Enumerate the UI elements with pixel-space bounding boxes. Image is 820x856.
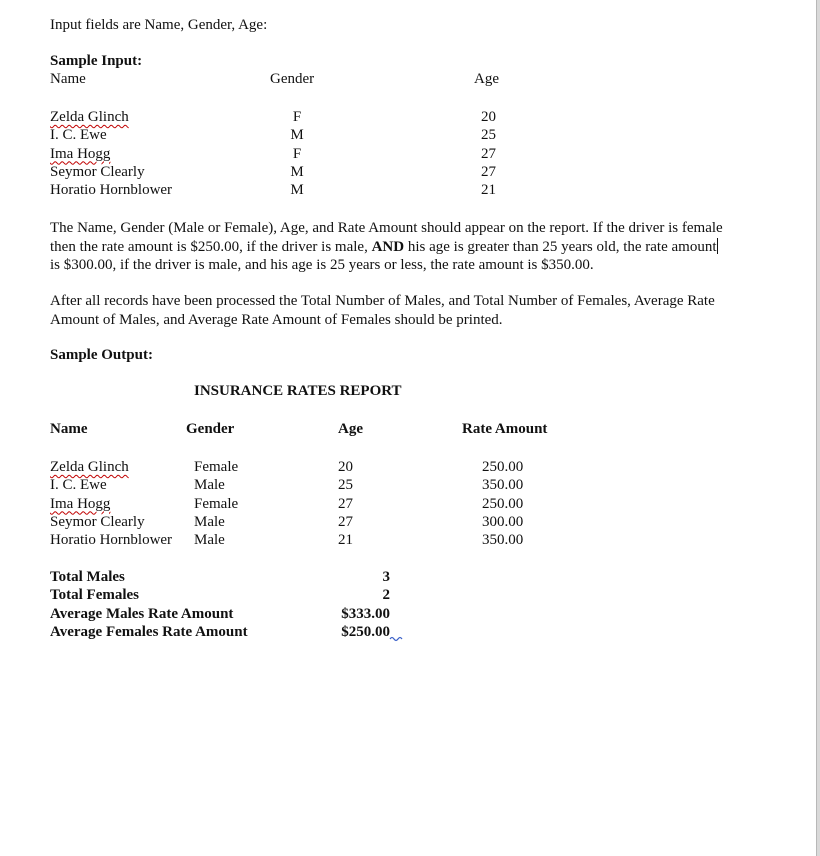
input-row-age[interactable]: 21: [481, 182, 496, 199]
intro-text[interactable]: Input fields are Name, Gender, Age:: [50, 17, 268, 33]
grammar-squiggle-icon: [389, 636, 403, 644]
total-label[interactable]: Average Females Rate Amount: [50, 623, 248, 640]
input-row-name[interactable]: Seymor Clearly: [50, 163, 145, 180]
output-header-rate[interactable]: Rate Amount: [462, 421, 548, 437]
output-row-name[interactable]: Horatio Hornblower: [50, 532, 173, 549]
output-row-name[interactable]: Ima Hogg: [50, 495, 111, 512]
totals-line: Amount of Males, and Average Rate Amount of Females should be printed.: [50, 311, 503, 328]
input-header-age[interactable]: Age: [474, 71, 499, 87]
input-age-column: [481, 108, 496, 199]
output-row-age[interactable]: 20: [338, 459, 353, 475]
sample-input-heading[interactable]: Sample Input:: [50, 53, 143, 69]
output-row-age[interactable]: 27: [338, 513, 353, 530]
input-header-name[interactable]: Name: [50, 71, 86, 87]
total-label[interactable]: Total Females: [50, 587, 140, 604]
output-row-rate[interactable]: 350.00: [482, 532, 524, 549]
output-row-age[interactable]: 21: [338, 532, 353, 549]
total-label[interactable]: Average Males Rate Amount: [50, 605, 234, 622]
output-row-gender[interactable]: Male: [194, 477, 225, 494]
output-row-gender[interactable]: Female: [194, 459, 239, 475]
text-cursor: [717, 238, 718, 254]
totals-labels: [50, 568, 248, 641]
output-row-name[interactable]: Seymor Clearly: [50, 513, 145, 530]
input-row-name[interactable]: I. C. Ewe: [50, 127, 107, 144]
rules-line: [50, 238, 770, 257]
input-row-name[interactable]: Ima Hogg: [50, 145, 111, 162]
input-row-age[interactable]: 25: [481, 127, 496, 144]
input-header-gender[interactable]: Gender: [270, 71, 315, 87]
rules-line-part: then the rate amount is $250.00, if the driver is male,: [50, 238, 368, 255]
output-row-age[interactable]: 25: [338, 477, 353, 494]
input-row-age[interactable]: 27: [481, 163, 496, 180]
output-row-age[interactable]: 27: [338, 495, 353, 512]
rules-line: is $300.00, if the driver is male, and his age is 25 years or less, the rate amount is $350.00.: [50, 257, 594, 273]
input-row-gender[interactable]: F: [292, 109, 302, 125]
rules-line-part: his age is greater than 25 years old, the rate amount: [407, 238, 717, 255]
output-header-gender[interactable]: Gender: [186, 421, 235, 437]
output-row-name[interactable]: I. C. Ewe: [50, 477, 107, 494]
input-row-age[interactable]: 27: [481, 145, 496, 162]
output-row-name[interactable]: Zelda Glinch: [50, 459, 129, 475]
rules-line: The Name, Gender (Male or Female), Age, and Rate Amount should appear on the report. If the driver is female: [50, 220, 723, 236]
output-row-gender[interactable]: Male: [194, 532, 225, 549]
input-gender-column: [282, 108, 312, 199]
total-value[interactable]: 3: [382, 569, 390, 585]
output-row-gender[interactable]: Female: [194, 495, 239, 512]
output-row-gender[interactable]: Male: [194, 513, 225, 530]
input-row-name[interactable]: Horatio Hornblower: [50, 182, 173, 199]
total-value[interactable]: 2: [382, 587, 390, 604]
report-title[interactable]: INSURANCE RATES REPORT: [194, 383, 402, 399]
total-value[interactable]: $333.00: [341, 605, 390, 622]
total-label[interactable]: Total Males: [50, 569, 125, 585]
output-row-rate[interactable]: 250.00: [482, 495, 524, 512]
output-age-column: [338, 458, 353, 549]
input-row-gender[interactable]: M: [290, 163, 304, 180]
input-row-gender[interactable]: M: [290, 182, 304, 199]
input-row-name[interactable]: Zelda Glinch: [50, 109, 129, 125]
input-name-column: [50, 108, 172, 199]
totals-values: [330, 568, 390, 641]
output-row-rate[interactable]: 250.00: [482, 459, 524, 475]
output-rate-column: [482, 458, 523, 549]
output-gender-column: [194, 458, 238, 549]
input-row-gender[interactable]: F: [292, 145, 302, 162]
input-row-gender[interactable]: M: [290, 127, 304, 144]
output-header-name[interactable]: Name: [50, 421, 88, 437]
sample-output-heading[interactable]: Sample Output:: [50, 347, 153, 363]
totals-paragraph[interactable]: [50, 292, 770, 329]
total-value[interactable]: $250.00: [341, 623, 390, 640]
input-row-age[interactable]: 20: [481, 109, 496, 125]
rules-paragraph[interactable]: [50, 219, 770, 275]
output-header-age[interactable]: Age: [338, 421, 363, 437]
totals-line: After all records have been processed the Total Number of Males, and Total Number of Females, Average Rate: [50, 293, 715, 309]
output-row-rate[interactable]: 350.00: [482, 477, 524, 494]
rules-bold-and: AND: [371, 238, 405, 255]
output-row-rate[interactable]: 300.00: [482, 513, 524, 530]
output-name-column: [50, 458, 172, 549]
